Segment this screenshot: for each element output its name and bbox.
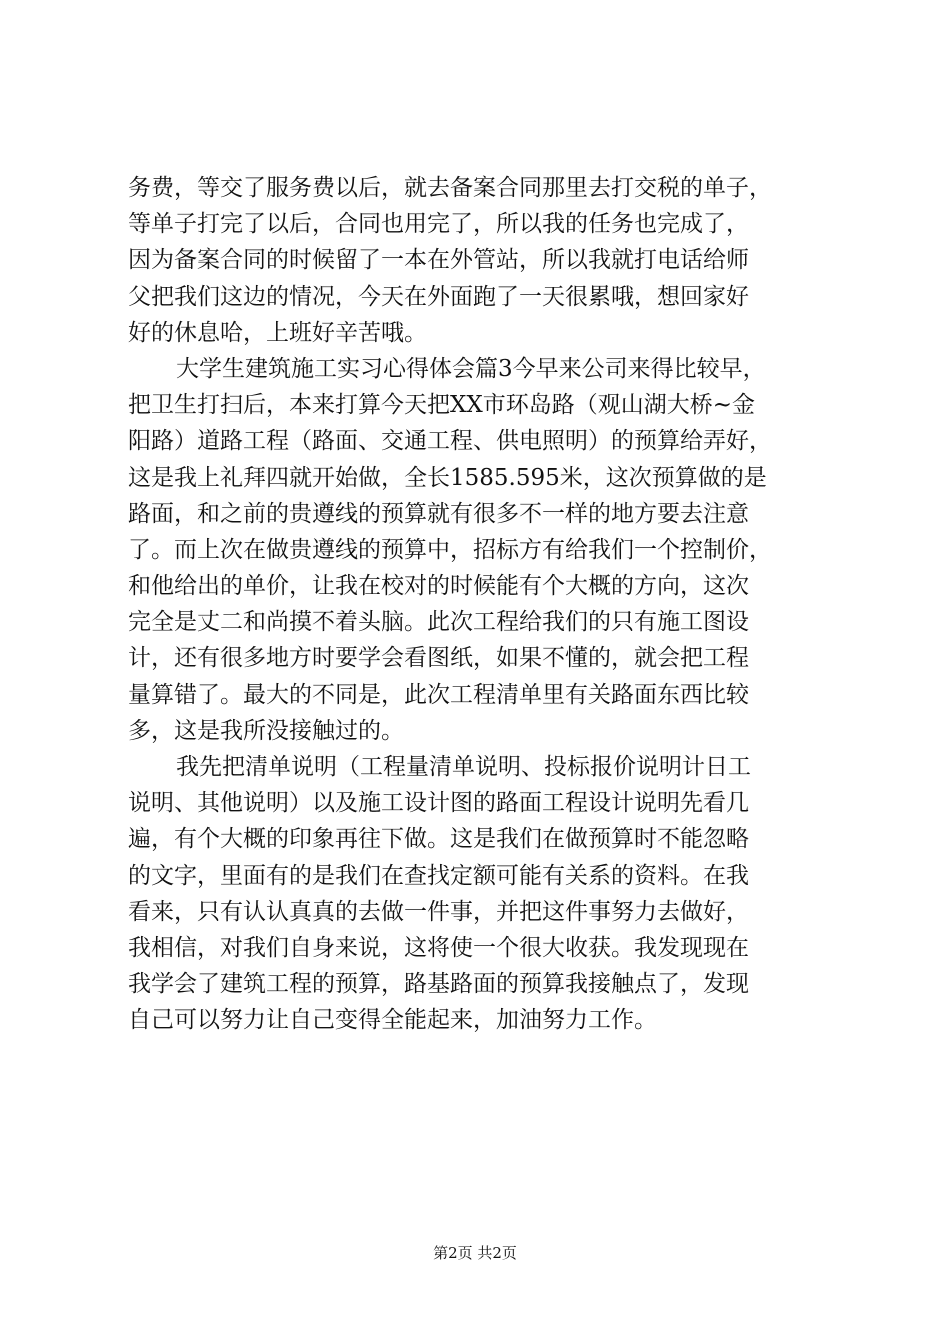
text-line: 量算错了。最大的不同是，此次工程清单里有关路面东西比较 xyxy=(128,681,749,708)
text-line: 把卫生打扫后，本来打算今天把XX市环岛路（观山湖大桥~金 xyxy=(128,392,756,419)
text-line: 路面，和之前的贵遵线的预算就有很多不一样的地方要去注意 xyxy=(128,500,749,527)
text-line: 阳路）道路工程（路面、交通工程、供电照明）的预算给弄好， xyxy=(128,428,772,455)
text-line: 了。而上次在做贵遵线的预算中，招标方有给我们一个控制价， xyxy=(128,536,772,563)
text-line: 遍，有个大概的印象再往下做。这是我们在做预算时不能忽略 xyxy=(128,826,749,853)
paragraph-3 xyxy=(128,749,833,1039)
text-line: 完全是丈二和尚摸不着头脑。此次工程给我们的只有施工图设 xyxy=(128,609,749,636)
text-line: 和他给出的单价，让我在校对的时候能有个大概的方向，这次 xyxy=(128,573,749,600)
paragraph-2 xyxy=(128,351,833,749)
text-line: 自己可以努力让自己变得全能起来，加油努力工作。 xyxy=(128,1007,657,1034)
text-line: 的文字，里面有的是我们在查找定额可能有关系的资料。在我 xyxy=(128,862,749,889)
text-line: 计，还有很多地方时要学会看图纸，如果不懂的，就会把工程 xyxy=(128,645,749,672)
page-number-label: 第2页 共2页 xyxy=(433,1244,517,1262)
text-line: 我相信，对我们自身来说，这将使一个很大收获。我发现现在 xyxy=(128,934,749,961)
text-line: 我学会了建筑工程的预算，路基路面的预算我接触点了，发现 xyxy=(128,971,749,998)
document-body xyxy=(128,170,833,1039)
text-line: 说明、其他说明）以及施工设计图的路面工程设计说明先看几 xyxy=(128,790,749,817)
text-line: 我先把清单说明（工程量清单说明、投标报价说明计日工 xyxy=(176,754,751,780)
text-line: 看来，只有认认真真的去做一件事，并把这件事努力去做好， xyxy=(128,898,749,925)
page-footer xyxy=(0,1243,950,1263)
text-line: 多，这是我所没接触过的。 xyxy=(128,717,404,744)
paragraph-1 xyxy=(128,170,833,351)
text-line: 这是我上礼拜四就开始做，全长1585.595米，这次预算做的是 xyxy=(128,464,767,491)
text-line: 因为备案合同的时候留了一本在外管站，所以我就打电话给师 xyxy=(128,247,749,274)
text-line: 好的休息哈，上班好辛苦哦。 xyxy=(128,319,427,346)
text-line: 大学生建筑施工实习心得体会篇3今早来公司来得比较早， xyxy=(176,355,766,382)
text-line: 等单子打完了以后，合同也用完了，所以我的任务也完成了， xyxy=(128,211,749,238)
text-line: 务费，等交了服务费以后，就去备案合同那里去打交税的单子， xyxy=(128,175,772,201)
text-line: 父把我们这边的情况，今天在外面跑了一天很累哦，想回家好 xyxy=(128,283,749,310)
